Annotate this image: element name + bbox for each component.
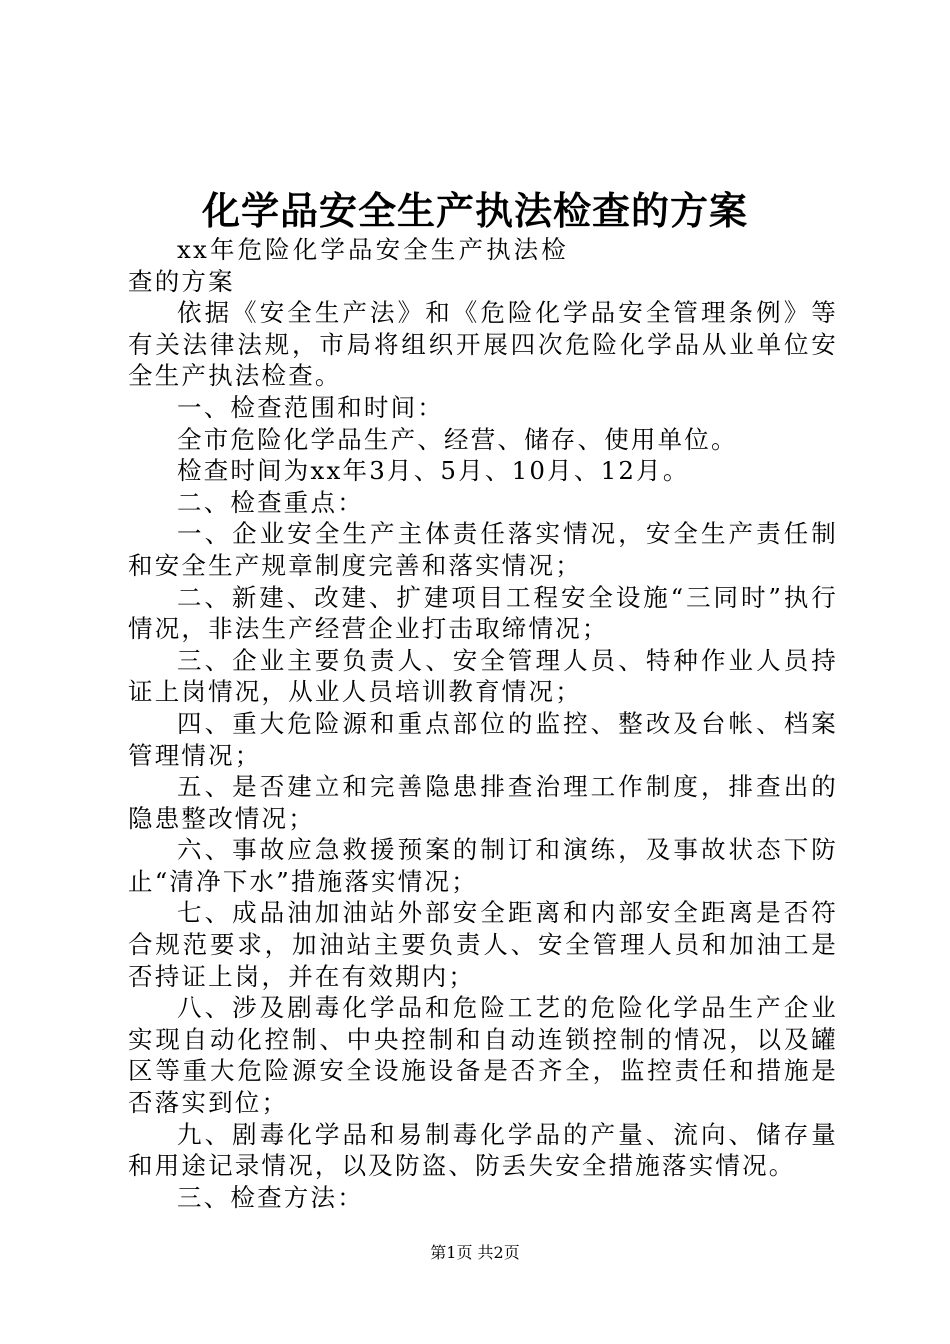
paragraph: 依据《安全生产法》和《危险化学品安全管理条例》等有关法律法规，市局将组织开展四次危险化学品从业单位安全生产执法检查。 <box>128 298 838 391</box>
list-item: 四、重大危险源和重点部位的监控、整改及台帐、档案管理情况； <box>128 708 838 770</box>
list-item: 六、事故应急救援预案的制订和演练，及事故状态下防止“清净下水”措施落实情况； <box>128 835 838 896</box>
list-item: 八、涉及剧毒化学品和危险工艺的危险化学品生产企业实现自动化控制、中央控制和自动连锁控制的情况，以及罐区等重大危险源安全设施设备是否齐全，监控责任和措施是否落实到位； <box>128 993 838 1118</box>
document-body <box>128 234 838 1213</box>
paragraph: 检查时间为xx年3月、5月、10月、12月。 <box>177 456 690 486</box>
list-item: 二、新建、改建、扩建项目工程安全设施“三同时”执行情况，非法生产经营企业打击取缔情况； <box>128 582 838 644</box>
document-title: 化学品安全生产执法检查的方案 <box>201 188 748 233</box>
list-item: 九、剧毒化学品和易制毒化学品的产量、流向、储存量和用途记录情况，以及防盗、防丢失安全措施落实情况。 <box>128 1119 838 1181</box>
document-subtitle: xx年危险化学品安全生产执法检查的方案 <box>128 235 568 296</box>
section-heading: 一、检查范围和时间： <box>177 392 444 422</box>
list-item: 五、是否建立和完善隐患排查治理工作制度，排查出的隐患整改情况； <box>128 772 838 833</box>
list-item: 七、成品油加油站外部安全距离和内部安全距离是否符合规范要求，加油站主要负责人、安全管理人员和加油工是否持证上岗，并在有效期内； <box>128 898 838 991</box>
paragraph: 全市危险化学品生产、经营、储存、使用单位。 <box>177 424 738 454</box>
section-heading: 二、检查重点： <box>177 487 364 517</box>
list-item: 三、企业主要负责人、安全管理人员、特种作业人员持证上岗情况，从业人员培训教育情况； <box>128 645 838 707</box>
page-number-footer: 第1页 共2页 <box>430 1243 520 1262</box>
section-heading: 三、检查方法： <box>177 1182 364 1212</box>
list-item: 一、企业安全生产主体责任落实情况，安全生产责任制和安全生产规章制度完善和落实情况； <box>128 519 838 580</box>
